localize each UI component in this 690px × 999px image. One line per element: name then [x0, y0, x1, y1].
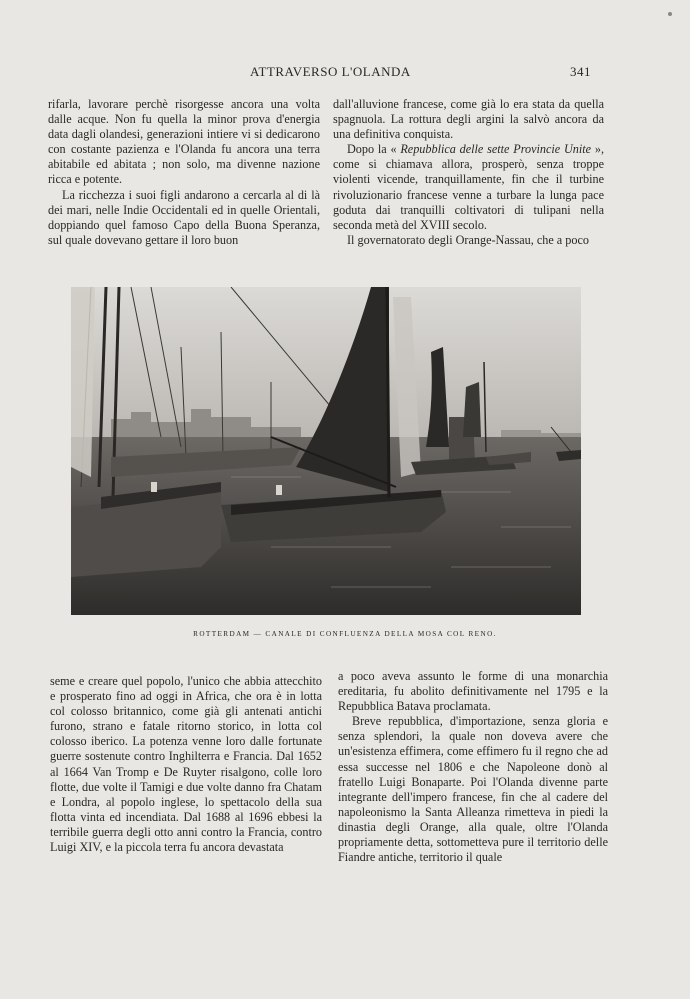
running-title: ATTRAVERSO L'OLANDA — [250, 64, 411, 79]
rotterdam-harbor-photo — [71, 287, 581, 615]
paragraph: Il governatorato degli Orange-Nassau, che a poco — [347, 232, 589, 247]
paragraph: dall'alluvione francese, come già lo era stata da quella spagnuola. La rottura degli argini la salvò ancora da una definitiva conquista. — [333, 97, 604, 142]
ink-speck — [668, 12, 672, 16]
column-bottom-left — [50, 674, 322, 855]
paragraph: seme e creare quel popolo, l'unico che abbia attecchito e prosperato fino ad oggi in Africa, che ora è in lotta col colosso britannico, come già gli antenati antichi furono, strano e fatale ritorno storico, in lotta col colosso iberico. La potenza venne loro dalle fortunate guerre sostenute contro Inghilterra e Francia. Dal 1652 al 1664 Van Tromp e De Ruyter risalgono, colle loro flotte, due volte il Tamigi e due volte danno fra Chatam e Londra, al popolo inglese, lo spettacolo della sua flotta vinta ed incendiata. Dal 1688 al 1696 ebbesi la terribile guerra degli otto anni contro la Francia, contro Luigi XIV, e la piccola terra fu ancora devastata — [50, 674, 322, 855]
figure-caption: ROTTERDAM — CANALE DI CONFLUENZA DELLA MOSA COL RENO. — [193, 630, 497, 638]
column-top-right — [333, 97, 604, 248]
page-number: 341 — [570, 64, 591, 79]
paragraph-rest: », come si chiamava allora, prosperò, senza troppe violenti vicende, tranquillamente, fin che il turbine rivoluzionario francese venne a turbare la lunga pace goduta dai tranquilli coltivatori di tulipani nella seconda metà del XVIII secolo. — [333, 142, 604, 232]
page-header — [0, 64, 690, 84]
paragraph: La ricchezza i suoi figli andarono a cercarla al di là dei mari, nelle Indie Occidentali ed in quelle Orientali, doppiando quel famoso Capo della Buona Speranza, sul quale dovevano gettare il loro buon — [48, 187, 320, 247]
paragraph — [333, 142, 604, 233]
paragraph: a poco aveva assunto le forme di una monarchia ereditaria, fu abolito definitivamente nel 1795 e la Repubblica Batava proclamata. — [338, 669, 608, 714]
paragraph-start: Dopo la « — [347, 142, 401, 157]
paragraph: rifarla, lavorare perchè risorgesse ancora una volta dalle acque. Non fu quella la minor prova d'energia data dagli olandesi, generazioni intiere vi si dedicarono con costante pazienza e l'Olanda fu ancora una terra abitabile ed abitata ; non solo, ma divenne nazione ricca e potente. — [48, 97, 320, 187]
italic-title: Repubblica delle sette Provincie Unite — [400, 142, 592, 157]
column-top-left — [48, 97, 320, 248]
column-bottom-right — [338, 669, 608, 865]
paragraph: Breve repubblica, d'importazione, senza gloria e senza splendori, la quale non doveva avere che un'esistenza effimera, come effimero fu il regno che ad essa successe nel 1806 e che Napoleone donò al fratello Luigi Bonaparte. Poi l'Olanda divenne parte integrante dell'impero francese, fin che al cadere del napoleonismo la Santa Alleanza rimetteva in piedi la dinastia degli Orange, alla quale, oltre l'Olanda propriamente detta, sottometteva pure il territorio delle Fiandre antiche, territorio il quale — [338, 714, 608, 865]
